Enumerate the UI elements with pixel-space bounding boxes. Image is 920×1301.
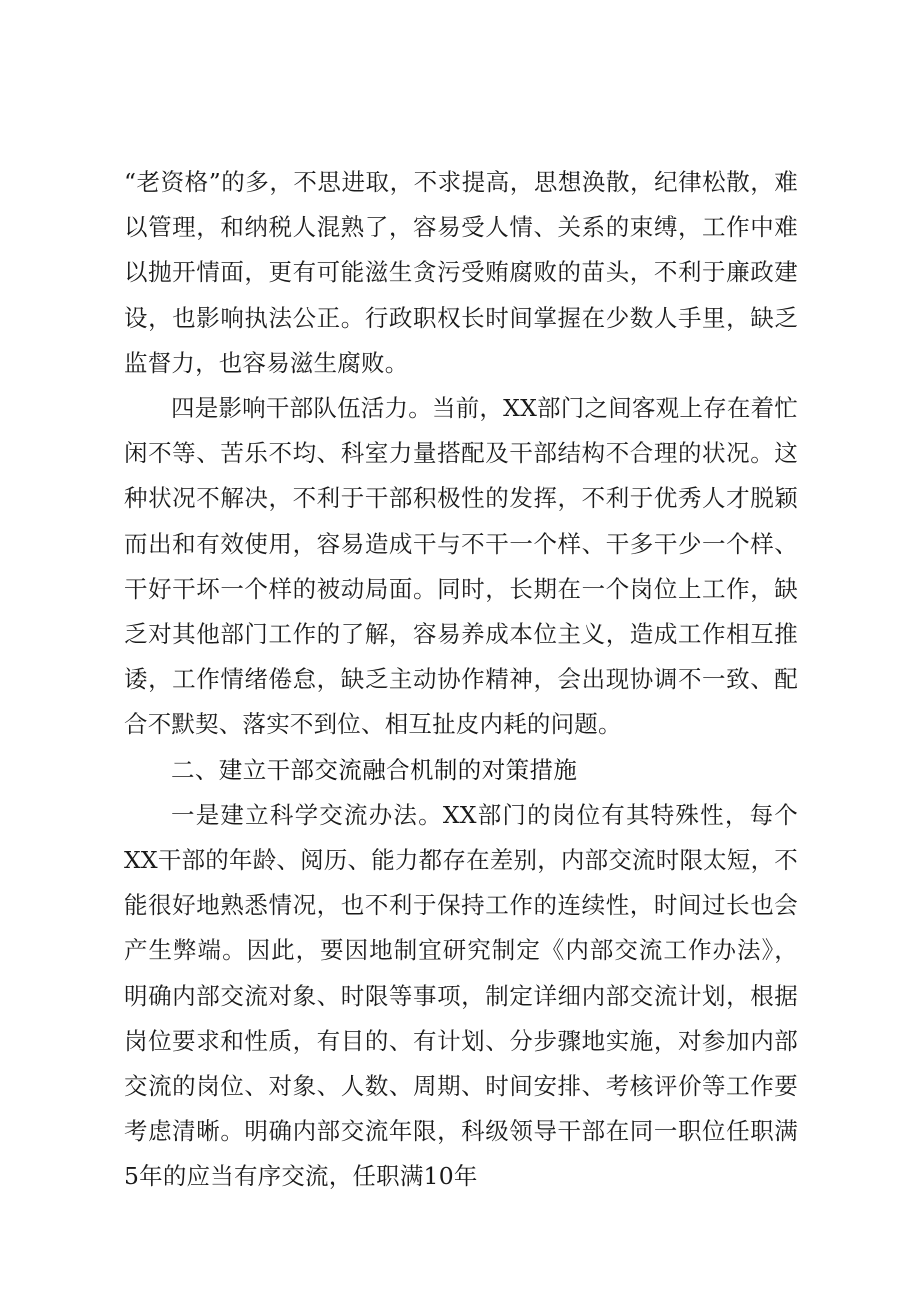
section-heading-countermeasures: 二、建立干部交流融合机制的对策措施 xyxy=(171,755,578,784)
paragraph-exchange-method: 一是建立科学交流办法。XX部门的岗位有其特殊性，每个XX干部的年龄、阅历、能力都存在差别，内部交流时限太短，不能很好地熟悉情况，也不利于保持工作的连续性，时间过长也会产生弊端。因此，要因地制宜研究制定《内部交流工作办法》，明确内部交流对象、时限等事项，制定详细内部交流计划，根据岗位要求和性质，有目的、有计划、分步骤地实施，对参加内部交流的岗位、对象、人数、周期、时间安排、考核评价等工作要考虑清晰。明确内部交流年限，科级领导干部在同一职位任职满5年的应当有序交流，任职满10年 xyxy=(124,800,798,1191)
paragraph-team-vitality: 四是影响干部队伍活力。当前，XX部门之间客观上存在着忙闲不等、苦乐不均、科室力量搭配及干部结构不合理的状况。这种状况不解决，不利于干部积极性的发挥，不利于优秀人才脱颖而出和有效使用，容易造成干与不干一个样、干多干少一个样、干好干坏一个样的被动局面。同时，长期在一个岗位上工作，缺乏对其他部门工作的了解，容易养成本位主义，造成工作相互推诿，工作情绪倦怠，缺乏主动协作精神，会出现协调不一致、配合不默契、落实不到位、相互扯皮内耗的问题。 xyxy=(124,394,798,739)
document-body xyxy=(124,160,798,1200)
paragraph-old-qualification: “老资格”的多，不思进取，不求提高，思想涣散，纪律松散，难以管理，和纳税人混熟了，容易受人情、关系的束缚，工作中难以抛开情面，更有可能滋生贪污受贿腐败的苗头，不利于廉政建设，也影响执法公正。行政职权长时间掌握在少数人手里，缺乏监督力，也容易滋生腐败。 xyxy=(124,168,798,377)
